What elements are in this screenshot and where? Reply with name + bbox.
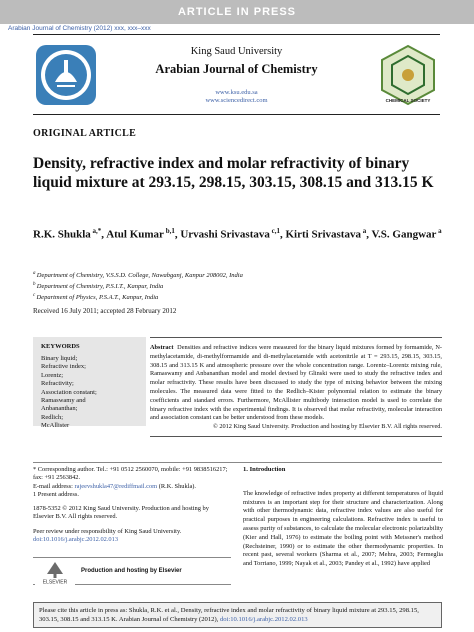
author-affiliation-mark: c,1	[269, 227, 280, 235]
elsevier-logo-text: ELSEVIER	[42, 579, 68, 585]
elsevier-caption: Production and hosting by Elsevier	[81, 568, 182, 574]
author-name: V.S. Gangwar	[371, 228, 437, 241]
author-list: R.K. Shukla $^{a,*}$, Atul Kumar $^{b,1}$, Urvashi Srivastava $^{c,1}$, Kirti Srivastava $^a$, V.S. Gangwar $^a$	[33, 227, 442, 241]
masthead-bottom-rule	[33, 114, 440, 115]
issn-note: 1878-5352 © 2012 King Saud University. Production and hosting by Elsevier B.V. All rights reserved.	[33, 505, 209, 521]
email-link[interactable]: rajeevshukla47@rediffmail.com	[74, 482, 158, 490]
university-name: King Saud University	[190, 46, 283, 57]
footnotes	[33, 466, 231, 544]
keyword-item: Refractive index;	[41, 363, 86, 371]
abstract-copyright: © 2012 King Saud University. Production and hosting by Elsevier B.V. All rights reserved.	[212, 423, 442, 431]
email-note: E-mail address: rajeevshukla47@rediffmail.com (R.K. Shukla).	[33, 482, 197, 490]
section-separator	[33, 462, 442, 463]
abstract-block	[150, 337, 442, 437]
received-dates: Received 16 July 2011; accepted 28 February 2012	[33, 307, 177, 315]
keyword-item: Association constant;	[41, 388, 97, 396]
author-affiliation-mark: a,*	[90, 227, 102, 235]
citation-doi-link[interactable]: doi:10.1016/j.arabjc.2012.02.013	[219, 616, 308, 623]
author-affiliation-mark: a	[360, 227, 367, 235]
masthead-center	[113, 46, 360, 105]
elsevier-logo	[35, 559, 75, 585]
present-address-note: 1 Present address.	[33, 490, 79, 498]
affiliation-item: $^b$ Department of Chemistry, P.S.I.T., Kanpur, India	[33, 282, 164, 291]
author-affiliation-mark: b,1	[163, 227, 175, 235]
keyword-item: Binary liquid;	[41, 355, 78, 362]
elsevier-box	[33, 557, 231, 585]
masthead-top-rule	[33, 34, 440, 35]
keywords-heading: KEYWORDS	[41, 343, 80, 350]
ksu-url[interactable]: www.ksu.edu.sa	[215, 89, 258, 96]
article-title: Density, refractive index and molar refractivity of binary liquid mixture at 293.15, 298.15, 303.15, 308.15 and 313.15 K	[33, 155, 434, 191]
journal-citation-line[interactable]: Arabian Journal of Chemistry (2012) xxx, xxx–xxx	[8, 25, 151, 32]
citation-text: Please cite this article in press as: Shukla, R.K. et al., Density, refractive index and molar refractivity of binary liquid mixture at 293.15, 298.15, 303.15, 308.15 and 313.15 K. Arabian Journal of Chemistry (2012),	[39, 607, 419, 623]
king-saud-university-logo	[33, 42, 99, 108]
abstract-text: Densities and refractive indices were measured for the binary liquid mixtures formed by formamide, N-methylacetamide, di-methylformamide and di-methylacetamide with acetonitrile at T = 293.15, 298.15, 303.15, 308.15 and 313.15 K and atmospheric pressure over the whole concentration range. Lorentz–Lorentz mixing rule, Ramaswamy and Anbananthan model and model devised by Glinski were used to study the refractive index and molar refractivity. These results have been discussed to study the type of mixing behavior between the mixing molecules. The measured data were fitted to the Redlich–Kister polynomial relation to estimate the binary coefficients and standard errors. Furthermore, McAllister multibody interaction model is used to correlate the binary refractive index with the experimental findings. It is observed that molar refractivity, molecular interaction and association constant can be better understood from these models.	[150, 344, 442, 422]
keyword-item: Refractivity;	[41, 380, 74, 388]
peer-review-note: Peer review under responsibility of King Saud University.	[33, 527, 182, 535]
introduction-heading: 1. Introduction	[243, 466, 286, 473]
logo-right-text: CHEMICAL SOCIETY	[385, 98, 431, 103]
keyword-item: McAllister	[41, 422, 70, 430]
author-name: Atul Kumar	[106, 228, 164, 241]
doi-link[interactable]: doi:10.1016/j.arabjc.2012.02.013	[33, 536, 119, 544]
article-type-label: ORIGINAL ARTICLE	[33, 128, 137, 139]
affiliations	[33, 269, 433, 302]
keyword-item: Ramaswamy and	[41, 397, 86, 405]
keyword-item: Redlich;	[41, 413, 64, 421]
chemical-society-logo	[376, 42, 440, 108]
author-affiliation-mark: a	[436, 227, 442, 235]
introduction-section	[243, 466, 443, 569]
affiliation-item: $^c$ Department of Physics, P.S.A.T., Kanpur, India	[33, 293, 159, 302]
article-in-press-banner: ARTICLE IN PRESS	[0, 0, 474, 24]
journal-name: Arabian Journal of Chemistry	[155, 62, 318, 76]
abstract-label: Abstract	[150, 344, 174, 351]
author-name: Urvashi Srivastava	[180, 228, 270, 241]
corresponding-author-note: * Corresponding author. Tel.: +91 0512 2560070, mobile: +91 9838516217; fax: +91 2563842.	[33, 466, 228, 482]
citation-box	[33, 602, 442, 628]
sciencedirect-url[interactable]: www.sciencedirect.com	[205, 97, 268, 104]
introduction-text: The knowledge of refractive index property at different temperatures of liquid mixtures is an important step for their structure and characterization. Along with other thermodynamic data, refractive index values are also useful for practical purposes in engineering calculations. Refractive index is useful to assess purity of substances, to calculate the molecular electronic polarizability (Kier and Hall, 1976) to estimate the boiling point with Meissner's method (Rechsteiner, 1990) or to estimate the other thermodynamic properties. In recent past, several workers (Sharma et al., 2007; Mehra, 2003; Fermeglia and Torriano, 1999; Nayak et al., 2003; Pandey et al., 1992) have applied	[243, 489, 443, 568]
keywords-box	[33, 337, 146, 430]
keyword-item: Anbananthan;	[41, 405, 78, 413]
keywords-list	[41, 355, 138, 431]
author-name: Kirti Srivastava	[285, 228, 361, 241]
journal-masthead	[33, 34, 440, 114]
keyword-item: Lorentz;	[41, 371, 64, 379]
affiliation-item: $^a$ Department of Chemistry, V.S.S.D. College, Nawabganj, Kanpur 208002, India	[33, 271, 243, 280]
author-name: R.K. Shukla	[33, 228, 91, 241]
